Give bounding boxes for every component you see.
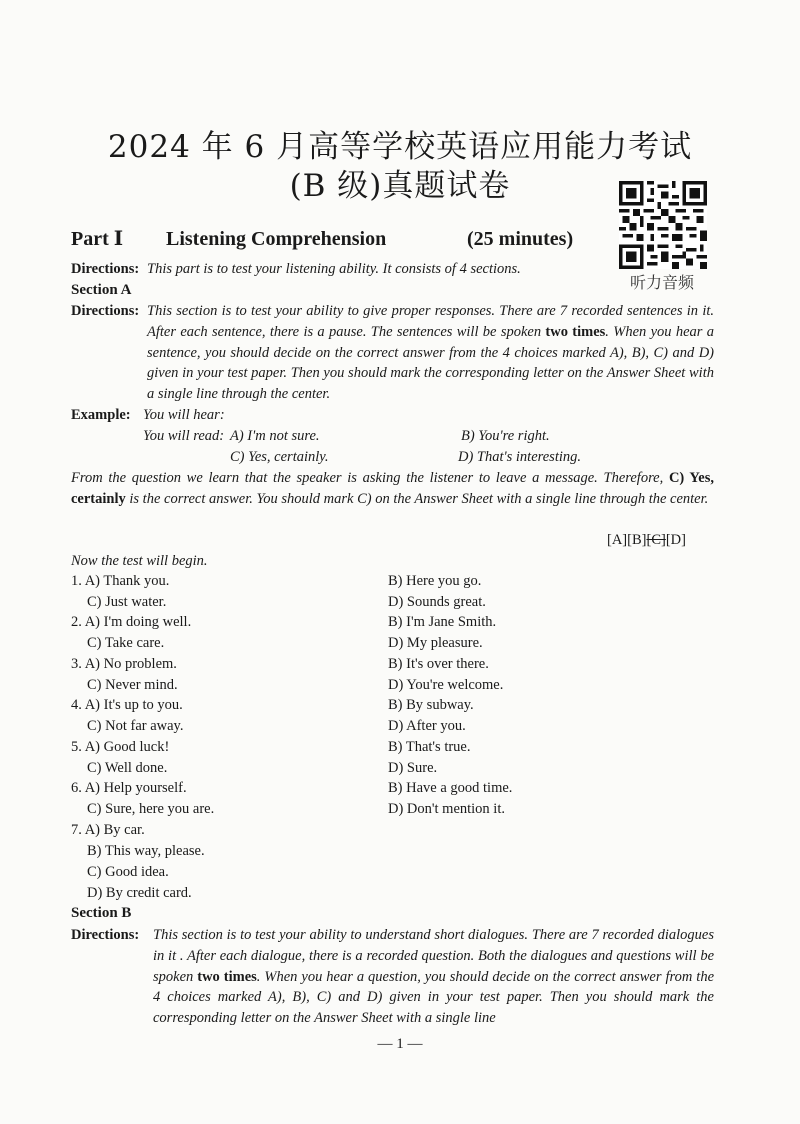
question-3-a xyxy=(71,654,177,675)
question-number: 7. xyxy=(71,822,82,838)
example-read-label: You will read: xyxy=(143,428,225,444)
example-explanation xyxy=(71,468,714,510)
part-directions-label: Directions: xyxy=(71,261,140,277)
question-number: 1. xyxy=(71,573,82,589)
example-hear: You will hear: xyxy=(143,407,225,423)
question-2-b[interactable]: B) I'm Jane Smith. xyxy=(388,614,497,630)
question-5-c[interactable]: C) Well done. xyxy=(87,760,168,776)
question-2-c[interactable]: C) Take care. xyxy=(87,635,165,651)
question-5-a xyxy=(71,737,169,758)
answer-mark-a: [A] xyxy=(607,532,628,548)
question-4-c[interactable]: C) Not far away. xyxy=(87,718,184,734)
question-7-a xyxy=(71,820,145,841)
question-2-a xyxy=(71,612,191,633)
question-2-d[interactable]: D) My pleasure. xyxy=(388,635,483,651)
section-a-heading: Section A xyxy=(71,282,132,298)
example-label: Example: xyxy=(71,407,131,423)
explanation-text: is the correct answer. You should mark C) on the Answer Sheet with a single line through the center. xyxy=(125,490,709,507)
directions-emphasis: two times xyxy=(197,968,257,985)
part-number: Part Ⅰ xyxy=(71,228,124,250)
question-4-a xyxy=(71,695,183,716)
section-b-heading: Section B xyxy=(71,905,132,921)
part-heading xyxy=(71,226,573,251)
part-time: (25 minutes) xyxy=(467,228,574,250)
question-7-d[interactable]: D) By credit card. xyxy=(87,885,192,901)
begin-note: Now the test will begin. xyxy=(71,553,208,569)
question-1-d[interactable]: D) Sounds great. xyxy=(388,594,486,610)
page-number: — 1 — xyxy=(377,1036,423,1052)
answer-mark-c-marked: [C] xyxy=(646,532,666,548)
question-1-b[interactable]: B) Here you go. xyxy=(388,573,482,589)
question-5-d[interactable]: D) Sure. xyxy=(388,760,438,776)
directions-text: This section is to test your ability to give proper responses. There are 7 recorded sentences in it. After each sentence, there is a pause. The sentences will be spoken xyxy=(147,303,714,340)
explanation-emphasis: C) Yes, certainly xyxy=(71,470,714,507)
example-option-a: A) I'm not sure. xyxy=(230,428,320,444)
section-a-directions xyxy=(147,301,714,405)
question-number: 4. xyxy=(71,697,82,713)
option-a[interactable]: A) Help yourself. xyxy=(84,780,187,796)
example-option-c: C) Yes, certainly. xyxy=(230,449,329,465)
directions-text: This section is to test your ability to understand short dialogues. There are 7 recorded dialogues in it . After each dialogue, there is a recorded question. Both the dialogues and questions will be spoken xyxy=(153,927,714,985)
question-6-c[interactable]: C) Sure, here you are. xyxy=(87,801,215,817)
part-directions: This part is to test your listening ability. It consists of 4 sections. xyxy=(147,261,521,277)
exam-title: 2024 年 6 月高等学校英语应用能力考试 xyxy=(107,129,693,165)
answer-mark-b: [B] xyxy=(627,532,647,548)
question-1-a xyxy=(71,571,169,592)
question-6-a xyxy=(71,778,187,799)
qr-caption: 听力音频 xyxy=(629,273,694,292)
option-a[interactable]: A) I'm doing well. xyxy=(84,614,192,630)
question-6-d[interactable]: D) Don't mention it. xyxy=(388,801,505,817)
question-3-b[interactable]: B) It's over there. xyxy=(388,656,489,672)
question-number: 2. xyxy=(71,614,82,630)
answer-mark-d: [D] xyxy=(665,532,686,548)
question-4-d[interactable]: D) After you. xyxy=(388,718,466,734)
example-option-b: B) You're right. xyxy=(461,428,550,444)
qr-code-icon[interactable] xyxy=(619,181,707,269)
question-3-c[interactable]: C) Never mind. xyxy=(87,677,178,693)
answer-marks xyxy=(607,530,686,551)
option-a[interactable]: A) It's up to you. xyxy=(84,697,183,713)
section-b-directions xyxy=(153,925,714,1029)
question-7-b[interactable]: B) This way, please. xyxy=(87,843,205,859)
option-a[interactable]: A) By car. xyxy=(84,822,145,838)
question-3-d[interactable]: D) You're welcome. xyxy=(388,677,504,693)
question-number: 5. xyxy=(71,739,82,755)
part-name: Listening Comprehension xyxy=(166,228,387,250)
question-number: 6. xyxy=(71,780,82,796)
directions-text: . When you hear a question, you should decide on the correct answer from the 4 choices marked A), B), C) and D) given in your test paper. Then you should mark the corresponding letter on the Answer Sheet with a single line xyxy=(153,968,715,1027)
exam-subtitle: (B 级)真题试卷 xyxy=(289,168,511,204)
option-a[interactable]: A) Good luck! xyxy=(84,739,170,755)
option-a[interactable]: A) No problem. xyxy=(84,656,177,672)
directions-text: . When you hear a sentence, you should decide on the correct answer from the 4 choices marked A), B), C) and D) given in your test paper. Then you should mark the corresponding letter on the Answer Sheet with a single line through the center. xyxy=(147,323,714,403)
example-option-d: D) That's interesting. xyxy=(458,449,581,465)
section-b-directions-label: Directions: xyxy=(71,927,140,943)
question-4-b[interactable]: B) By subway. xyxy=(388,697,474,713)
question-number: 3. xyxy=(71,656,82,672)
question-5-b[interactable]: B) That's true. xyxy=(388,739,471,755)
section-a-directions-label: Directions: xyxy=(71,303,140,319)
directions-emphasis: two times xyxy=(545,323,606,340)
question-1-c[interactable]: C) Just water. xyxy=(87,594,167,610)
question-7-c[interactable]: C) Good idea. xyxy=(87,864,169,880)
option-a[interactable]: A) Thank you. xyxy=(84,573,170,589)
explanation-text: From the question we learn that the speaker is asking the listener to leave a message. Therefore, xyxy=(71,470,669,486)
question-6-b[interactable]: B) Have a good time. xyxy=(388,780,513,796)
